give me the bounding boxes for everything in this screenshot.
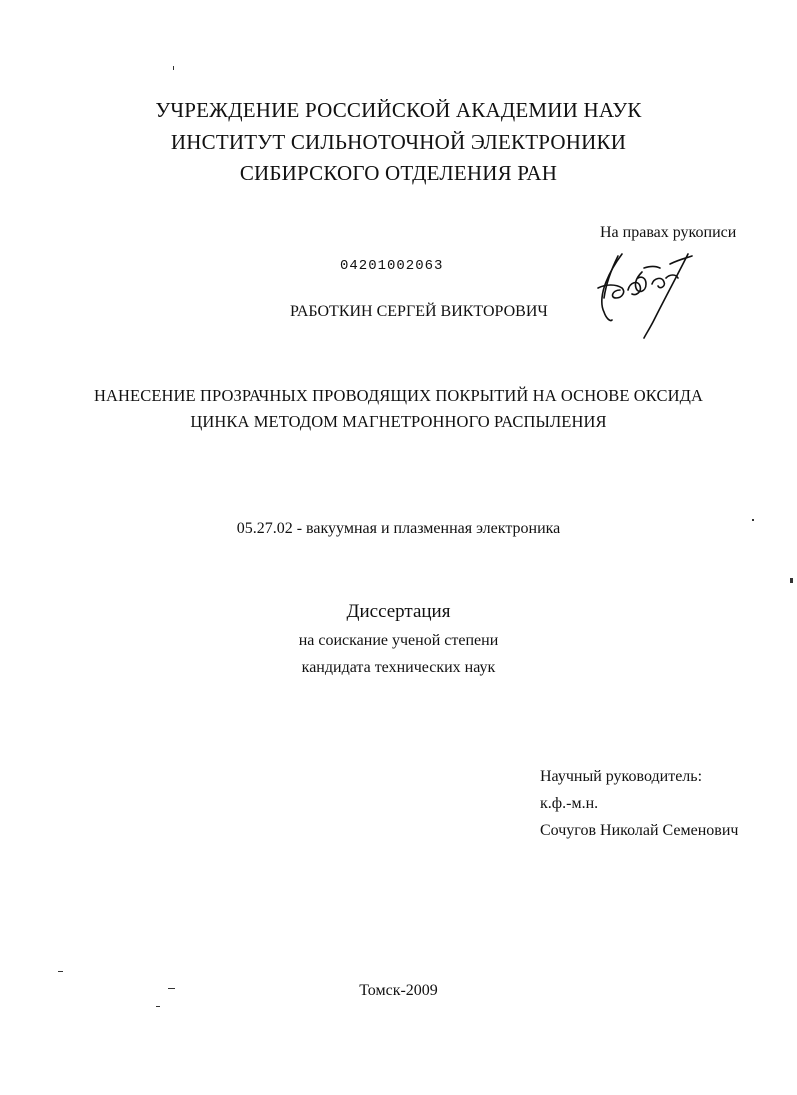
supervisor-label: Научный руководитель: — [540, 768, 703, 785]
supervisor-degree: к.ф.-м.н. — [540, 795, 599, 812]
scan-speck — [752, 519, 754, 521]
supervisor-name: Сочугов Николай Семенович — [540, 822, 739, 839]
scan-speck — [156, 1006, 160, 1007]
thesis-title-line-2: ЦИНКА МЕТОДОМ МАГНЕТРОННОГО РАСПЫЛЕНИЯ — [190, 412, 607, 431]
institution-line-2: ИНСТИТУТ СИЛЬНОТОЧНОЙ ЭЛЕКТРОНИКИ — [170, 130, 627, 154]
specialty: 05.27.02 - вакуумная и плазменная электроника — [236, 520, 561, 537]
scan-speck — [168, 988, 175, 989]
institution-line-1: УЧРЕЖДЕНИЕ РОССИЙСКОЙ АКАДЕМИИ НАУК — [155, 98, 642, 122]
handwritten-signature-icon — [592, 248, 702, 343]
scan-speck — [58, 971, 63, 972]
registration-number: 04201002063 — [340, 258, 444, 274]
degree-heading: Диссертация — [346, 601, 451, 622]
author-name: РАБОТКИН СЕРГЕЙ ВИКТОРОВИЧ — [290, 303, 548, 320]
city-year: Томск-2009 — [359, 982, 438, 999]
scan-speck — [173, 66, 174, 70]
institution-line-3: СИБИРСКОГО ОТДЕЛЕНИЯ РАН — [239, 161, 558, 185]
thesis-title-line-1: НАНЕСЕНИЕ ПРОЗРАЧНЫХ ПРОВОДЯЩИХ ПОКРЫТИЙ НА ОСНОВЕ ОКСИДА — [94, 386, 703, 405]
scan-speck — [790, 578, 793, 583]
rights-note: На правах рукописи — [600, 224, 737, 241]
degree-line-1: на соискание ученой степени — [298, 632, 499, 649]
degree-line-2: кандидата технических наук — [301, 659, 496, 676]
